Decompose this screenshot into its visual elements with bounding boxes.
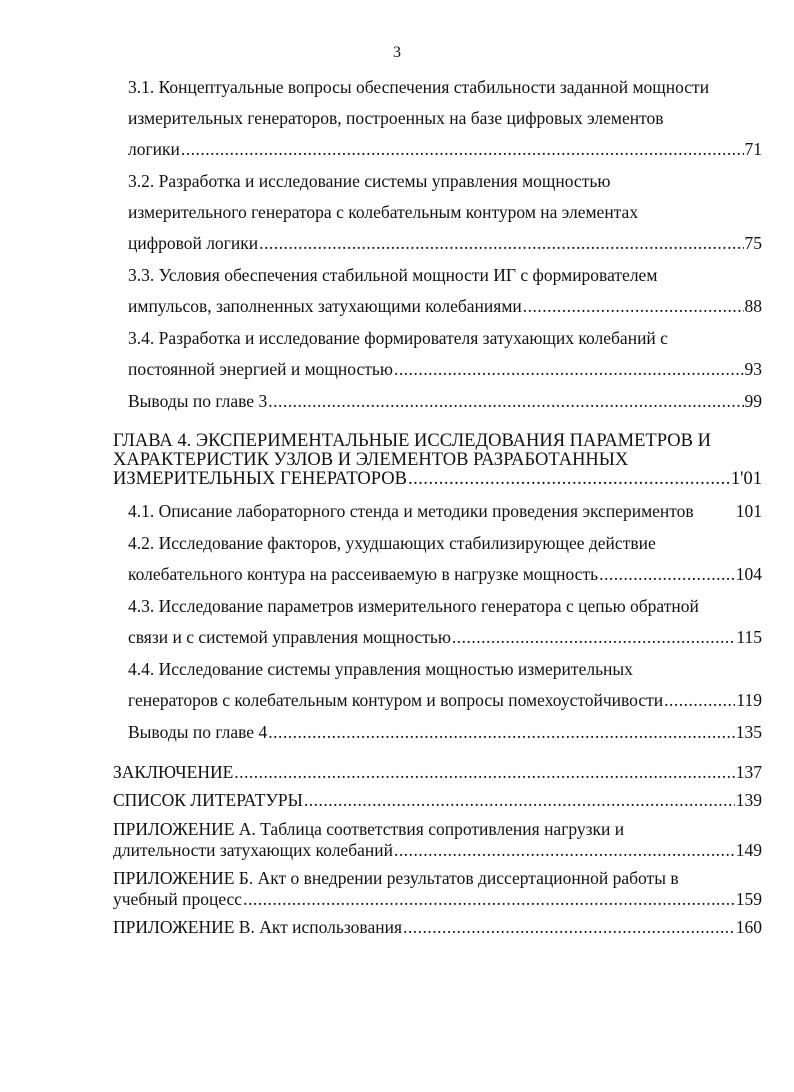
toc-entry-line: измерительных генераторов, построенных на базе цифровых элементов	[128, 108, 664, 128]
toc-page-number: 160	[735, 917, 762, 937]
toc-entry-title: колебательного контура на рассеиваемую в нагрузке мощность	[128, 564, 599, 584]
dot-leader	[181, 134, 744, 165]
toc-entry-line: 4.2. Исследование факторов, ухудшающих стабилизирующее действие	[128, 533, 656, 553]
toc-page-number: 93	[744, 359, 762, 379]
dot-leader	[408, 470, 730, 489]
page-number: 3	[393, 44, 401, 61]
toc-entry-chapter-4[interactable]	[113, 432, 762, 489]
toc-entry-line: 4.4. Исследование системы управления мощностью измерительных	[128, 659, 633, 679]
toc-entry-3-4[interactable]	[128, 323, 762, 385]
toc-page-number: 119	[736, 690, 762, 710]
toc-entry-3-3[interactable]	[128, 260, 762, 322]
toc-entry-line: 3.4. Разработка и исследование формирователя затухающих колебаний с	[128, 328, 668, 348]
toc-entry-title: 4.1. Описание лабораторного стенда и методики проведения экспериментов	[128, 501, 694, 521]
toc-entry-chapter-3-conclusions[interactable]	[128, 386, 762, 417]
toc-entry-title: длительности затухающих колебаний	[113, 840, 393, 860]
toc-entry-references[interactable]	[113, 790, 762, 811]
toc-entry-line: ХАРАКТЕРИСТИК УЗЛОВ И ЭЛЕМЕНТОВ РАЗРАБОТАННЫХ	[113, 451, 629, 470]
toc-page-number: 1'01	[730, 469, 762, 489]
dot-leader	[243, 889, 735, 910]
toc-entry-title: генераторов с колебательным контуром и вопросы помехоустойчивости	[128, 690, 664, 710]
dot-leader	[268, 717, 735, 748]
toc-entry-title: СПИСОК ЛИТЕРАТУРЫ	[113, 790, 303, 810]
dot-leader	[304, 790, 735, 811]
toc-page-number: 159	[735, 889, 762, 909]
toc-page-number: 149	[735, 840, 762, 860]
dot-leader	[394, 840, 735, 861]
toc-page-number: 137	[735, 762, 762, 782]
toc-page-number: 104	[735, 564, 762, 584]
toc-entry-line: 3.2. Разработка и исследование системы управления мощностью	[128, 171, 611, 191]
toc-entry-title: логики	[128, 139, 180, 159]
toc-entry-conclusion[interactable]	[113, 762, 762, 783]
toc-entry-line: измерительного генератора с колебательным контуром на элементах	[128, 202, 639, 222]
toc-entry-4-1[interactable]	[128, 496, 762, 527]
dot-leader	[452, 622, 735, 653]
toc-entry-4-2[interactable]	[128, 528, 762, 590]
toc-entry-appendix-a[interactable]	[113, 819, 762, 861]
toc-entry-title: цифровой логики	[128, 233, 259, 253]
toc-entry-line: ПРИЛОЖЕНИЕ Б. Акт о внедрении результатов диссертационной работы в	[113, 868, 679, 888]
toc-page-number: 88	[744, 296, 762, 316]
toc-entry-3-2[interactable]	[128, 166, 762, 259]
dot-leader	[234, 762, 734, 783]
toc-entry-title: ПРИЛОЖЕНИЕ В. Акт использования	[113, 917, 403, 937]
toc-entry-4-3[interactable]	[128, 591, 762, 653]
toc-page-number: 71	[744, 139, 762, 159]
toc-entry-3-1[interactable]	[128, 72, 762, 165]
toc-page-number: 115	[736, 627, 762, 647]
toc-page-number: 101	[735, 501, 762, 521]
toc-page-number: 135	[735, 722, 762, 742]
toc-entry-appendix-b[interactable]	[113, 868, 762, 910]
toc-page-number: 139	[735, 790, 762, 810]
toc-entry-title: Выводы по главе 3	[128, 391, 268, 411]
dot-leader	[599, 559, 735, 590]
toc-entry-line: 4.3. Исследование параметров измерительного генератора с цепью обратной	[128, 596, 699, 616]
dot-leader	[403, 917, 735, 938]
dot-leader	[268, 386, 743, 417]
dot-leader	[523, 291, 744, 322]
toc-entry-title: учебный процесс	[113, 889, 243, 909]
toc-entry-line: ПРИЛОЖЕНИЕ А. Таблица соответствия сопротивления нагрузки и	[113, 819, 625, 839]
toc-entry-line: 3.3. Условия обеспечения стабильной мощности ИГ с формирователем	[128, 265, 658, 285]
dot-leader	[394, 354, 744, 385]
toc-entry-title: Выводы по главе 4	[128, 722, 268, 742]
toc-entry-line: 3.1. Концептуальные вопросы обеспечения стабильности заданной мощности	[128, 77, 710, 97]
toc-entry-appendix-v[interactable]	[113, 917, 762, 938]
toc-entry-title: ЗАКЛЮЧЕНИЕ	[113, 762, 234, 782]
toc-entry-line: ГЛАВА 4. ЭКСПЕРИМЕНТАЛЬНЫЕ ИССЛЕДОВАНИЯ ПАРАМЕТРОВ И	[113, 432, 711, 451]
toc-page-number: 99	[744, 391, 762, 411]
toc-entry-4-4[interactable]	[128, 654, 762, 716]
toc-entry-title: импульсов, заполненных затухающими колебаниями	[128, 296, 522, 316]
toc-entry-title: постоянной энергией и мощностью	[128, 359, 393, 379]
toc-page-number: 75	[744, 233, 762, 253]
dot-leader	[259, 228, 743, 259]
dot-leader	[664, 685, 735, 716]
toc-entry-title: связи и с системой управления мощностью	[128, 627, 451, 647]
toc-entry-chapter-4-conclusions[interactable]	[128, 717, 762, 748]
toc-entry-title: ИЗМЕРИТЕЛЬНЫХ ГЕНЕРАТОРОВ	[113, 469, 407, 489]
